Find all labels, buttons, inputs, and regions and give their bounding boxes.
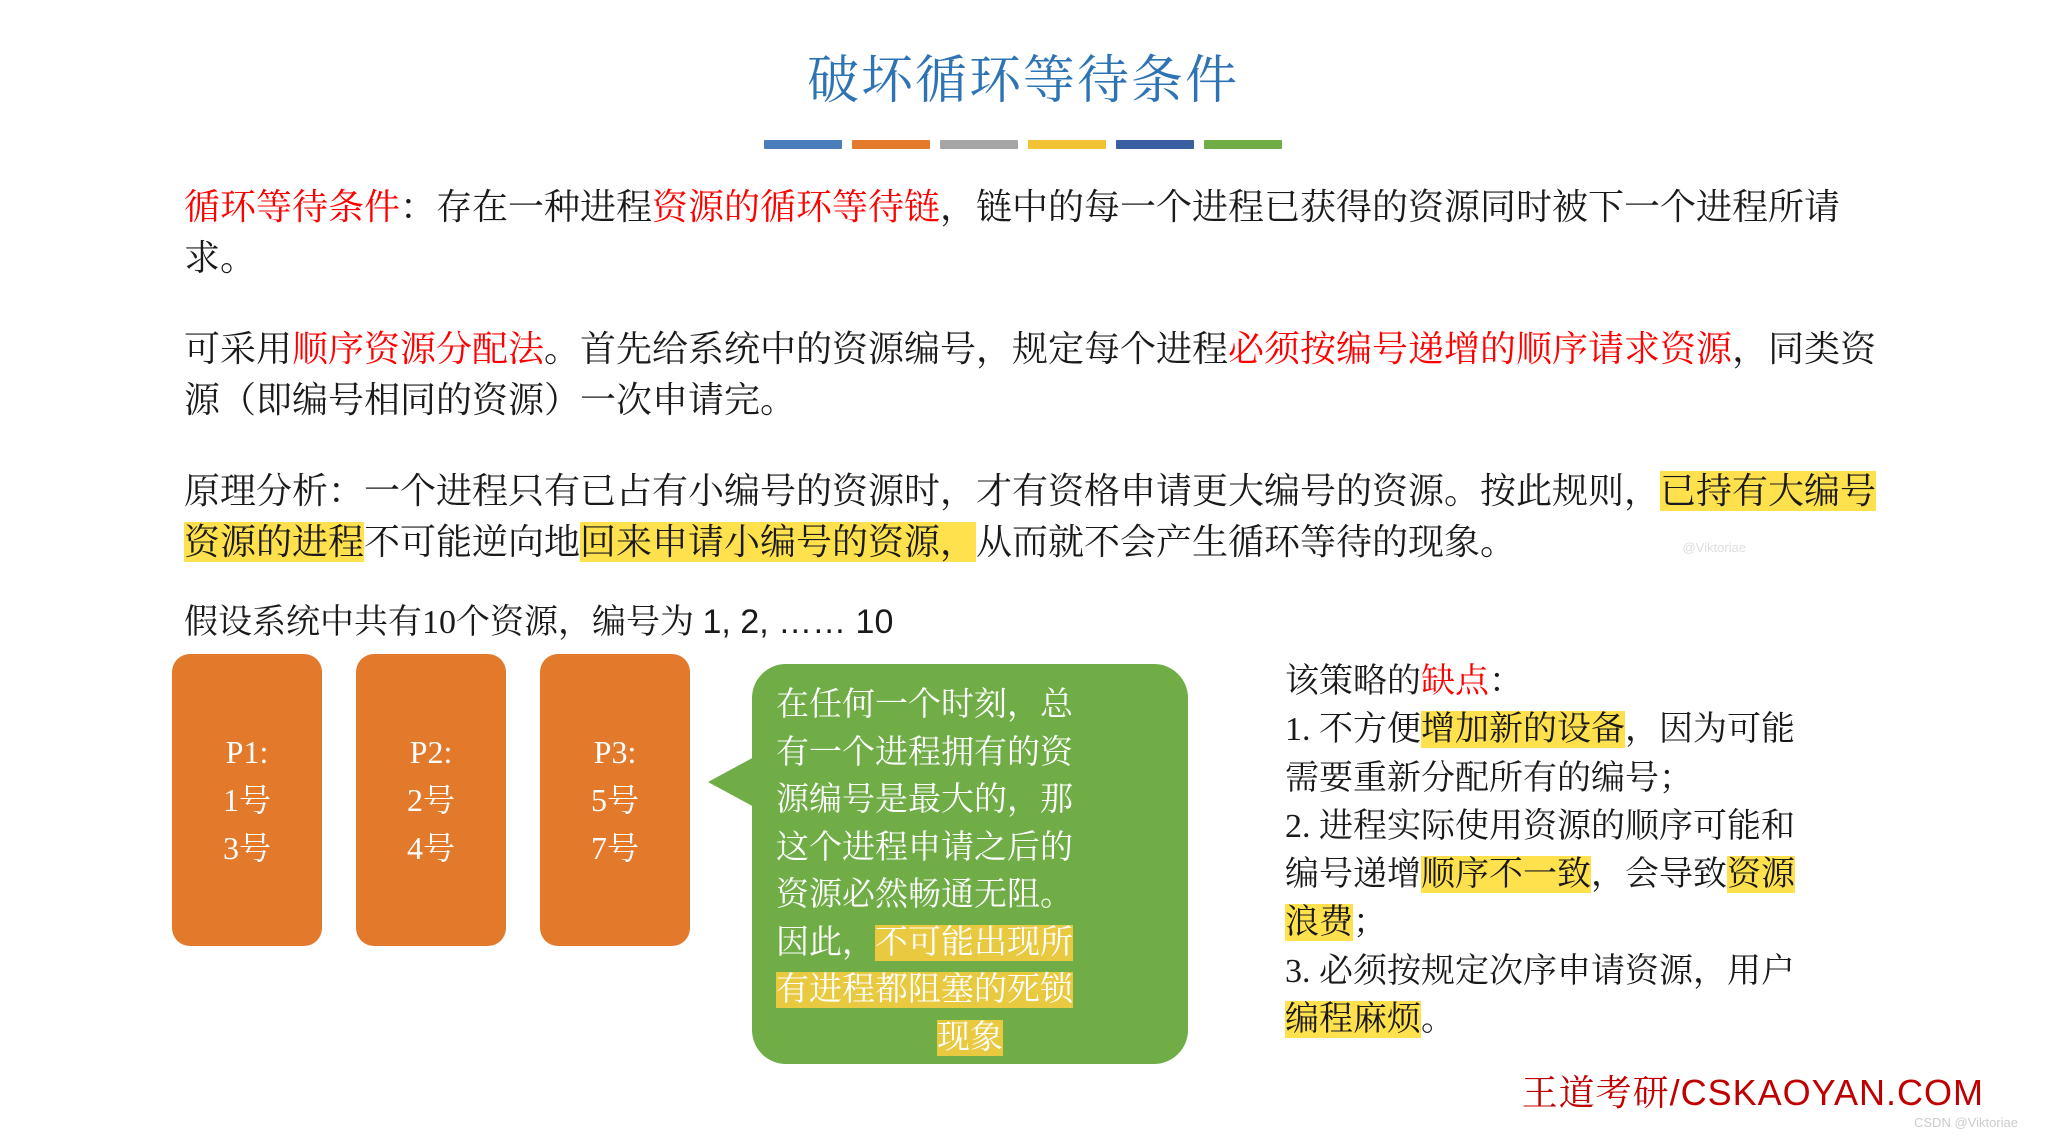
process-resource-1: 2号 (406, 782, 455, 818)
process-label: P1: (225, 734, 269, 770)
process-resource-2: 3号 (222, 830, 271, 866)
drawback-item-1-line-1 (1285, 706, 1915, 754)
p1-term: 循环等待条件 (184, 187, 401, 227)
paragraph-principle-analysis (184, 466, 1884, 568)
p1-text-b: ，链中的每一个进程已获得的资源同时被下一个进程所请求。 (184, 187, 1841, 279)
p2-text-b: 。首先给系统中的资源编号，规定每个进程 (544, 329, 1229, 369)
p2-emph-b: 必须按编号递增的顺序请求资源 (1228, 329, 1733, 369)
rule-segment-2 (852, 140, 930, 149)
process-resource-1: 5号 (590, 782, 639, 818)
drawback-item-1-line-2: 需要重新分配所有的编号； (1285, 759, 1693, 797)
p4-text: 假设系统中共有10个资源，编号为 (184, 604, 703, 641)
drawback-1-prefix: 1. 不方便 (1285, 711, 1421, 749)
paragraph-example-assumption (184, 598, 1384, 647)
drawback-2-prefix: 编号递增 (1285, 856, 1421, 894)
drawback-3-suffix: 。 (1421, 1000, 1455, 1038)
footer-brand: 王道考研/CSKAOYAN.COM (1521, 1072, 1984, 1113)
process-box-p3 (540, 654, 690, 946)
p2-text-c: ，同类资源（即编号相同的资源）一次申请完。 (184, 329, 1877, 421)
drawback-2-mid: ，会导致 (1591, 856, 1727, 894)
drawbacks-list (1285, 658, 1915, 1044)
drawback-3-highlight: 编程麻烦 (1285, 1000, 1421, 1038)
process-label: P2: (409, 734, 453, 770)
rule-segment-5 (1116, 140, 1194, 149)
p3-text-b: 不可能逆向地 (364, 522, 581, 563)
process-box-p1 (172, 654, 322, 946)
callout-line-6-prefix: 因此， (776, 924, 875, 961)
green-callout-bubble (752, 664, 1188, 1064)
callout-line-8-highlight: 现象 (937, 1019, 1003, 1056)
p3-text-c: 从而就不会产生循环等待的现象。 (976, 522, 1517, 563)
process-resource-1: 1号 (222, 782, 271, 818)
p1-emph: 资源的循环等待链 (652, 187, 941, 227)
p2-text-a: 可采用 (184, 329, 293, 369)
rule-segment-6 (1204, 140, 1282, 149)
callout-line-6 (776, 920, 1164, 968)
drawback-item-3-line-1: 3. 必须按规定次序申请资源，用户 (1285, 952, 1795, 990)
p1-text-a: ：存在一种进程 (400, 187, 653, 227)
process-box-p2 (356, 654, 506, 946)
p3-highlight-a: 已持有大编号资源的进程 (184, 471, 1877, 563)
rule-segment-1 (764, 140, 842, 149)
callout-tail (708, 756, 756, 808)
callout-line-5: 资源必然畅通无阻。 (776, 877, 1073, 914)
callout-line-3: 源编号是最大的，那 (776, 782, 1073, 819)
drawback-1-suffix: ，因为可能 (1625, 711, 1795, 749)
page-title: 破坏循环等待条件 (806, 53, 1239, 110)
p3-highlight-b: 回来申请小编号的资源， (580, 522, 977, 563)
drawback-item-2-line-3 (1285, 899, 1915, 947)
p4-numbers: 1, 2, …… 10 (702, 603, 894, 641)
process-resource-2: 7号 (590, 830, 639, 866)
drawback-item-2-line-2 (1285, 851, 1915, 899)
drawbacks-heading-emph: 缺点 (1421, 663, 1489, 700)
callout-line-2: 有一个进程拥有的资 (776, 734, 1073, 771)
drawback-2-highlight-c: 浪费 (1285, 904, 1353, 942)
callout-line-4: 这个进程申请之后的 (776, 829, 1073, 866)
watermark-bottom: CSDN @Viktoriae (1914, 1115, 2018, 1130)
callout-line-7 (776, 967, 1164, 1015)
drawback-item-3-line-2 (1285, 996, 1915, 1044)
p2-emph-a: 顺序资源分配法 (292, 329, 545, 369)
callout-line-1: 在任何一个时刻，总 (776, 687, 1073, 723)
callout-line-6-highlight: 不可能出现所 (875, 924, 1073, 961)
paragraph-ordered-allocation (184, 324, 1884, 426)
drawback-item-2-line-1: 2. 进程实际使用资源的顺序可能和 (1285, 807, 1795, 845)
title-underline-decoration (764, 140, 1282, 149)
watermark-center: @Viktoriae (1682, 540, 1746, 555)
paragraph-circular-wait-definition (184, 182, 1884, 284)
drawback-2-highlight-b: 资源 (1727, 856, 1795, 894)
process-label: P3: (593, 734, 637, 770)
drawback-1-highlight: 增加新的设备 (1421, 711, 1625, 749)
p3-text-a: 原理分析：一个进程只有已占有小编号的资源时，才有资格申请更大编号的资源。按此规则， (184, 471, 1661, 511)
process-resource-2: 4号 (406, 830, 455, 866)
callout-line-7-highlight: 有进程都阻塞的死锁 (776, 972, 1073, 1009)
rule-segment-4 (1028, 140, 1106, 149)
callout-line-8 (776, 1015, 1164, 1063)
drawback-2-suffix: ； (1353, 904, 1387, 942)
drawbacks-heading (1285, 658, 1915, 706)
drawbacks-heading-prefix: 该策略的 (1285, 663, 1421, 700)
rule-segment-3 (940, 140, 1018, 149)
drawback-2-highlight-a: 顺序不一致 (1421, 856, 1591, 894)
drawbacks-heading-suffix: ： (1489, 663, 1523, 700)
